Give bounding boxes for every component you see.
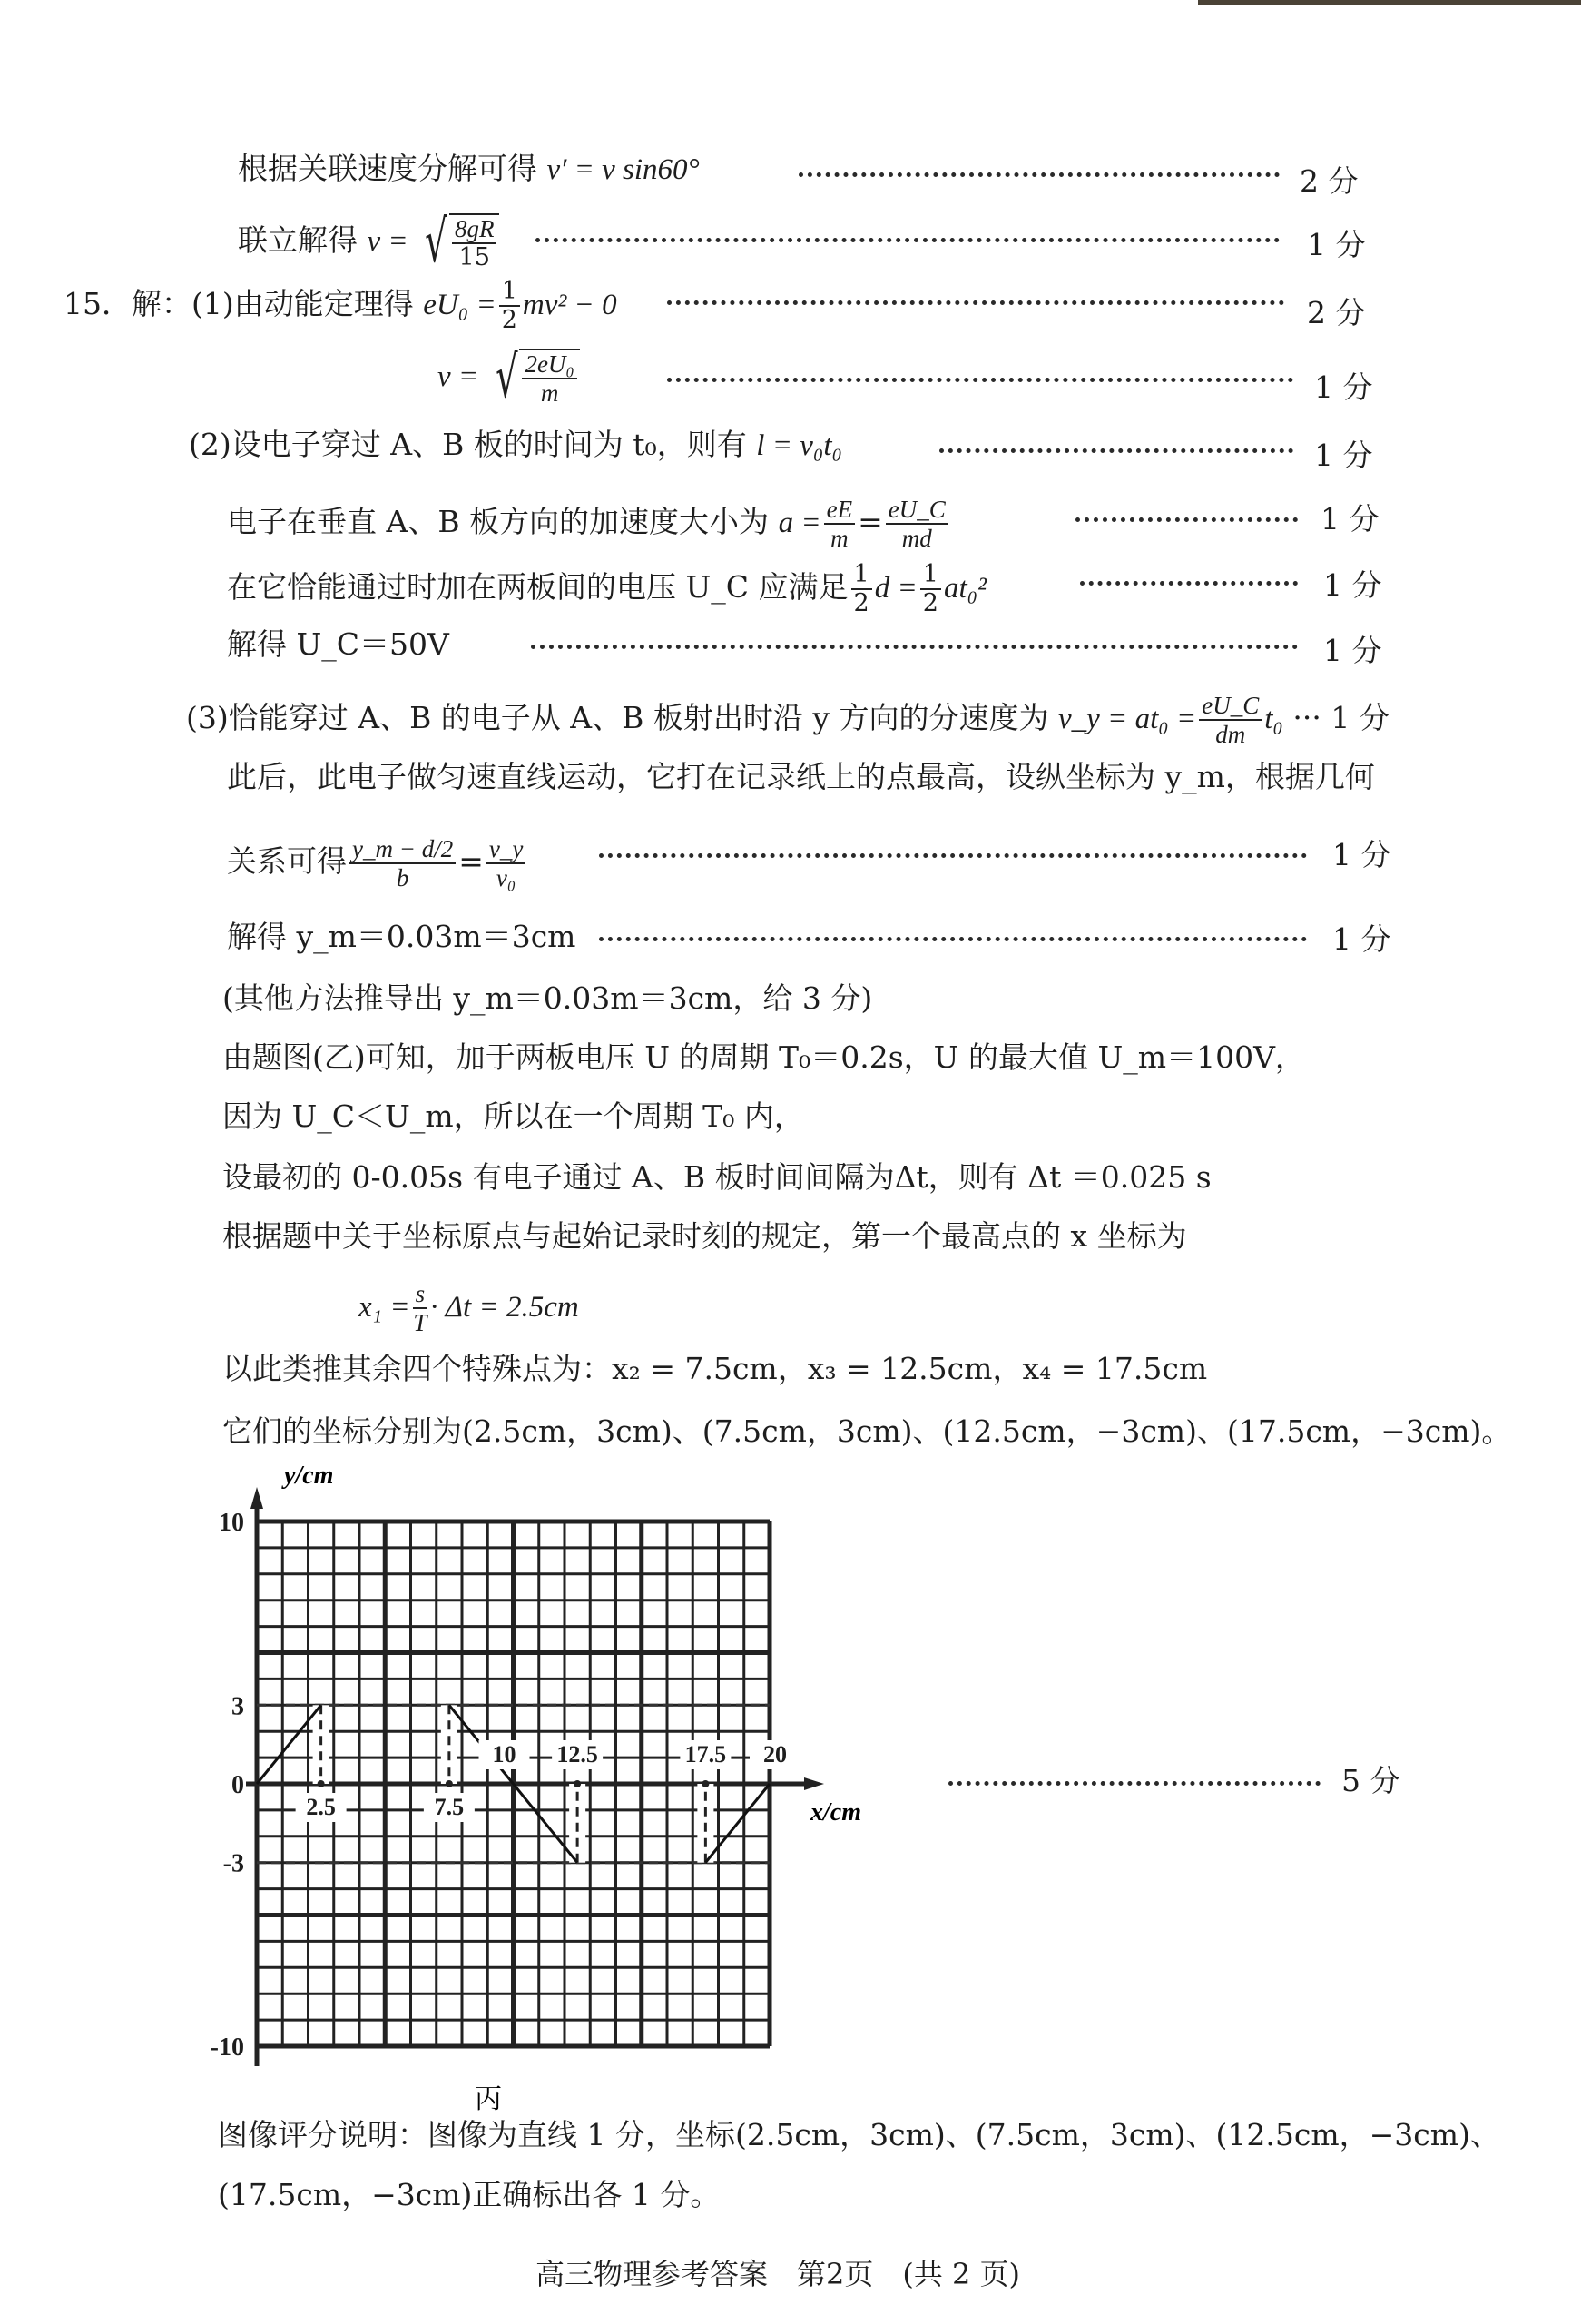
part3-line12 [222,1413,1511,1450]
text: 由题图(乙)可知，加于两板电压 U 的周期 T₀＝0.2s，U 的最大值 U_m＝100V， [222,1039,1305,1075]
denominator: b [396,864,409,891]
sqrt: √ $\frac{8gR}{15}$ [417,213,499,271]
question-15-part1 [64,278,617,334]
formula: · Δt = 2.5cm [430,1291,579,1324]
numerator: eE [824,496,855,525]
y-tick-label: -10 [210,2034,244,2062]
denominator: T [413,1309,427,1336]
part2-line4 [227,626,449,663]
denominator: 2 [501,306,517,334]
tick-dot [702,1780,709,1787]
numerator: 8gR [452,215,497,244]
dot-leader [667,374,1293,382]
x-tick-label: 12.5 [556,1741,598,1768]
text: 图像评分说明：图像为直线 1 分，坐标(2.5cm，3cm)、(7.5cm，3cm)、(12.5cm，−3cm)、 [218,2117,1500,2152]
formula: d = [874,572,918,605]
formula: at₀² [943,572,987,605]
numerator: 2eU₀ [522,350,576,379]
numerator: eU_C [1199,692,1262,721]
text: 电子在垂直 A、B 板方向的加速度大小为 [227,504,770,539]
score: ··· 1 分 [1292,700,1390,735]
tick-dot [574,1780,581,1787]
y-axis-arrow-icon [250,1487,263,1509]
score: 2 分 [1300,163,1359,199]
numerator: y_m − d/2 [349,835,456,864]
formula: v = [437,360,479,393]
text: (17.5cm，−3cm)正确标出各 1 分。 [218,2177,721,2212]
denominator: 15 [458,243,490,271]
denominator: dm [1215,721,1246,748]
y-axis-label: y/cm [284,1462,334,1490]
score: 1 分 [1323,567,1382,603]
formula: v = [367,225,408,258]
numerator: 1 [920,561,941,590]
part3-line5 [222,980,872,1017]
line-relation-velocity [238,151,700,188]
grading-note-1 [218,2117,1500,2153]
text: 根据题中关于坐标原点与起始记录时刻的规定，第一个最高点的 x 坐标为 [222,1218,1187,1254]
formula: v_y = at₀ = [1058,703,1197,735]
y-tick-label: -3 [222,1849,244,1878]
formula: mv² − 0 [522,289,617,321]
line-solve-v [238,209,499,276]
score: 1 分 [1332,837,1391,872]
formula: a = [778,507,821,539]
x-tick-label: 17.5 [684,1741,727,1768]
x-axis-label: x/cm [810,1798,861,1827]
denominator: m [540,379,559,407]
part2-line3 [227,561,987,617]
text: 解得 U_C＝50V [227,626,449,662]
text: 根据关联速度分解可得 [238,151,537,186]
score: 1 分 [1332,921,1391,957]
score: 1 分 [1314,438,1373,473]
dot-leader [1075,514,1298,522]
trace-line [705,1784,770,1863]
text: 以此类推其余四个特殊点为：x₂ = 7.5cm，x₃ = 12.5cm，x₄ = 17.5cm [222,1351,1208,1386]
x-tick-label: 7.5 [434,1794,465,1820]
x-tick-label: 20 [763,1741,787,1768]
numerator: v_y [486,835,525,864]
numerator: 1 [499,278,520,307]
text: 设最初的 0-0.05s 有电子通过 A、B 板时间间隔为Δt，则有 Δt ＝0.025 s [222,1159,1212,1195]
x-tick-label: 10 [492,1741,516,1768]
text: 联立解得 [238,222,358,258]
dot-leader [939,445,1293,453]
dot-leader [667,297,1284,305]
score: 2 分 [1307,295,1366,330]
part3-line3: 关系可得 $\frac{y\_m - d/2}{b}$ = $\frac{v\_y}{\text{v₀}}$ [227,835,528,891]
denominator: m [830,525,849,552]
text: 解得 y_m＝0.03m＝3cm [227,919,576,954]
x-axis-arrow-icon [804,1777,824,1790]
part3-line7 [222,1098,804,1135]
numerator: s [413,1280,428,1309]
score: 1 分 [1314,369,1373,405]
grading-note-2 [218,2177,720,2213]
formula: eU₀ = [423,289,496,321]
denominator: v₀ [496,864,516,891]
text: (3)恰能穿过 A、B 的电子从 A、B 板射出时沿 y 方向的分速度为 [186,700,1049,735]
sqrt: √ $\frac{\text{2eU₀}}{m}$ [488,349,580,407]
dot-leader [599,850,1307,858]
page-footer: 高三物理参考答案 第2页 (共 2 页) [535,2257,1021,2291]
part2-line1 [189,427,842,464]
tick-dot [318,1780,325,1787]
x-tick-label: 2.5 [306,1794,336,1820]
question-number: 15．解： [64,286,191,321]
denominator: 2 [922,589,938,617]
dot-leader [948,1777,1321,1786]
dot-leader [531,641,1298,649]
formula: v′ = v sin60° [546,153,700,186]
text: 它们的坐标分别为(2.5cm，3cm)、(7.5cm，3cm)、(12.5cm，−3cm)、(17.5cm，−3cm)。 [222,1413,1512,1449]
dot-leader [535,234,1280,242]
text: 关系可得 [227,843,347,879]
dot-leader [1080,577,1298,586]
text: 在它恰能通过时加在两板间的电压 U_C 应满足 [227,569,849,605]
part3-line4 [227,919,575,955]
chart-caption: 丙 [475,2083,502,2115]
text: 因为 U_C＜U_m，所以在一个周期 T₀ 内， [222,1098,804,1134]
part2-line2: 电子在垂直 A、B 板方向的加速度大小为 a = $\frac{eE}{m}$ = $\frac{eU\_C}{md}$ [227,496,951,552]
text: (1)由动能定理得 [191,286,414,321]
part3-line9 [222,1218,1187,1255]
formula: t₀ [1264,703,1283,735]
text: (其他方法推导出 y_m＝0.03m＝3cm，给 3 分) [222,980,873,1016]
formula: l = v₀t₀ [756,429,842,462]
part3-line2 [227,759,1375,795]
dot-leader [799,169,1280,177]
y-tick-label: 0 [231,1771,244,1799]
part3-line1 [186,692,1390,748]
text: 此后，此电子做匀速直线运动，它打在记录纸上的点最高，设纵坐标为 y_m，根据几何 [227,759,1375,794]
score: 1 分 [1307,227,1366,262]
denominator: 2 [853,589,869,617]
tick-dot [446,1780,453,1787]
y-tick-label: 10 [219,1509,244,1537]
numerator: eU_C [886,496,948,525]
dot-leader [599,933,1307,941]
part3-line6 [222,1039,1305,1076]
score: 5 分 [1341,1763,1400,1798]
part3-line8 [222,1159,1212,1196]
formula: x₁ = [358,1291,410,1324]
part3-line11 [222,1351,1207,1387]
scan-edge [1198,0,1581,5]
y-tick-label: 3 [231,1692,244,1721]
numerator: 1 [851,561,872,590]
score: 1 分 [1321,501,1380,537]
part3-line10 [358,1280,579,1336]
graph-bing [163,1452,889,2115]
line-v-result [437,344,580,411]
denominator: md [901,525,932,552]
text: (2)设电子穿过 A、B 板的时间为 t₀，则有 [189,427,747,462]
trace-line [257,1705,321,1784]
score: 1 分 [1323,633,1382,668]
